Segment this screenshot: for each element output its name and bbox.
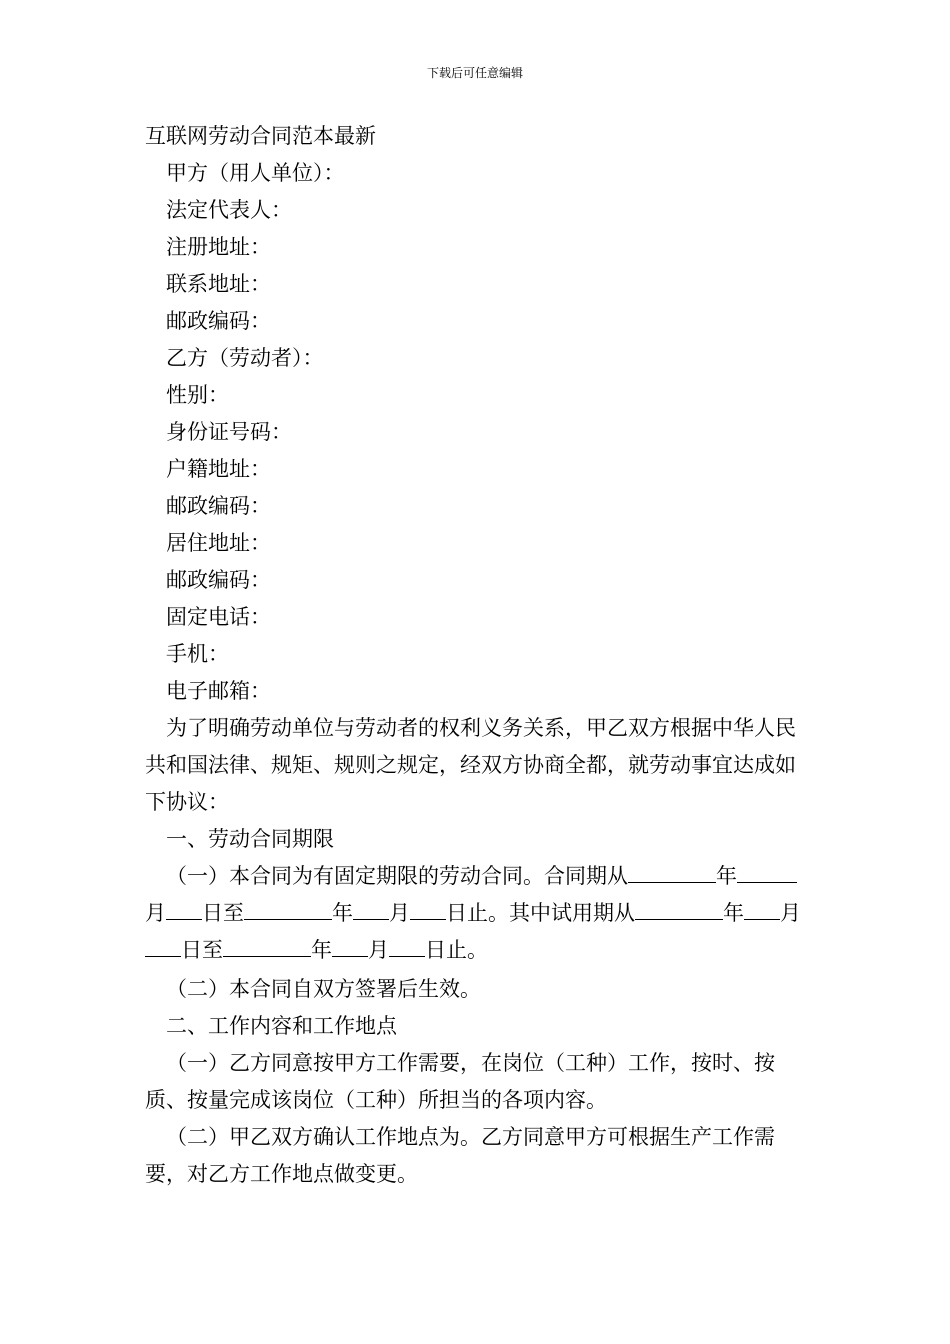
field-postal-code-b1: 邮政编码： xyxy=(166,494,271,518)
blank-probation-start-day[interactable] xyxy=(145,936,181,957)
field-email: 电子邮箱： xyxy=(166,679,271,703)
label-year: 年 xyxy=(723,901,744,925)
blank-probation-start-year[interactable] xyxy=(635,899,723,920)
label-year: 年 xyxy=(716,864,737,888)
page-header: 下载后可任意编辑 xyxy=(426,66,523,80)
blank-probation-end-month[interactable] xyxy=(332,936,368,957)
field-household-address: 户籍地址： xyxy=(166,457,271,481)
blank-start-month-b[interactable] xyxy=(767,862,797,883)
label-day-end: 日止。 xyxy=(425,938,488,962)
field-postal-code-b2: 邮政编码： xyxy=(166,568,271,592)
probation-text: 其中试用期从 xyxy=(509,901,635,925)
label-month: 月 xyxy=(145,901,166,925)
term-text: （一）本合同为有固定期限的劳动合同。合同期从 xyxy=(166,864,628,888)
section2-item1: （一）乙方同意按甲方工作需要，在岗位（工种）工作，按时、按质、按量完成该岗位（工种）所担当的各项内容。 xyxy=(145,1051,775,1112)
field-gender: 性别： xyxy=(166,383,229,407)
blank-start-day[interactable] xyxy=(166,899,202,920)
field-landline: 固定电话： xyxy=(166,605,271,629)
section2-item2: （二）甲乙双方确认工作地点为。乙方同意甲方可根据生产工作需要，对乙方工作地点做变更。 xyxy=(145,1125,775,1186)
label-day-to: 日至 xyxy=(202,901,244,925)
blank-end-year[interactable] xyxy=(244,899,332,920)
blank-start-month-a[interactable] xyxy=(737,862,767,883)
field-party-a: 甲方（用人单位）： xyxy=(166,161,345,185)
field-legal-representative: 法定代表人： xyxy=(166,198,292,222)
section1-item2: （二）本合同自双方签署后生效。 xyxy=(166,977,481,1001)
section1-heading: 一、劳动合同期限 xyxy=(166,827,334,851)
label-month: 月 xyxy=(389,901,410,925)
field-postal-code-a: 邮政编码： xyxy=(166,309,271,333)
field-id-number: 身份证号码： xyxy=(166,420,292,444)
label-day-to: 日至 xyxy=(181,938,223,962)
label-month: 月 xyxy=(368,938,389,962)
field-party-b: 乙方（劳动者）： xyxy=(166,346,324,370)
field-mobile: 手机： xyxy=(166,642,229,666)
label-year: 年 xyxy=(332,901,353,925)
intro-paragraph: 为了明确劳动单位与劳动者的权利义务关系，甲乙双方根据中华人民共和国法律、规矩、规则之规定，经双方协商全都，就劳动事宜达成如下协议： xyxy=(145,716,796,814)
document-body xyxy=(145,118,807,1193)
label-year: 年 xyxy=(311,938,332,962)
blank-probation-end-day[interactable] xyxy=(389,936,425,957)
field-residence-address: 居住地址： xyxy=(166,531,271,555)
section1-item1 xyxy=(145,858,807,969)
blank-probation-end-year[interactable] xyxy=(223,936,311,957)
section2-heading: 二、工作内容和工作地点 xyxy=(166,1014,397,1038)
field-registered-address: 注册地址： xyxy=(166,235,271,259)
blank-start-year[interactable] xyxy=(628,862,716,883)
blank-probation-start-month[interactable] xyxy=(744,899,780,920)
label-month: 月 xyxy=(780,901,801,925)
blank-end-day[interactable] xyxy=(410,899,446,920)
label-day-end: 日止。 xyxy=(446,901,509,925)
document-title: 互联网劳动合同范本最新 xyxy=(145,124,376,148)
blank-end-month[interactable] xyxy=(353,899,389,920)
field-contact-address: 联系地址： xyxy=(166,272,271,296)
